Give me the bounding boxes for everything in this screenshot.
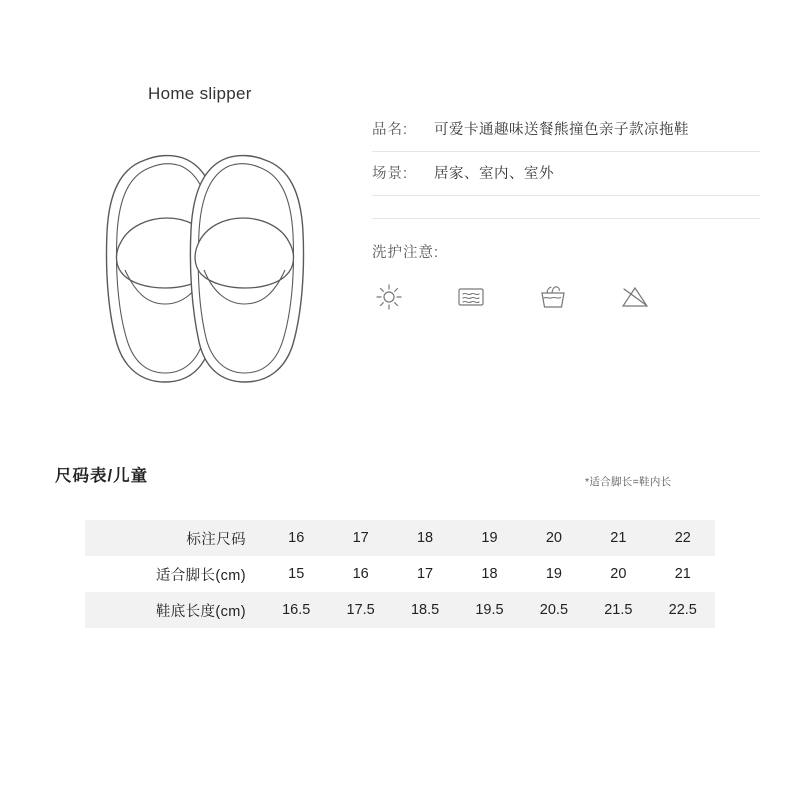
table-row bbox=[85, 556, 715, 592]
cell-marked-size-0: 16 bbox=[288, 530, 305, 546]
cell-marked-size-5: 21 bbox=[610, 530, 627, 546]
cell-foot-length-5: 20 bbox=[610, 566, 627, 582]
cell-marked-size-1: 17 bbox=[352, 530, 369, 546]
cell-foot-length-4: 19 bbox=[545, 566, 562, 582]
cell-foot-length-1: 16 bbox=[352, 566, 369, 582]
cell-marked-size-2: 18 bbox=[416, 530, 434, 546]
slipper-illustration bbox=[85, 120, 325, 400]
size-chart-table bbox=[85, 520, 715, 628]
cell-foot-length-2: 17 bbox=[416, 566, 434, 582]
no-tumble-dry-icon bbox=[454, 280, 488, 314]
cell-marked-size-6: 22 bbox=[674, 530, 691, 546]
hand-wash-icon bbox=[536, 280, 570, 314]
care-instructions-title: 洗护注意: bbox=[372, 245, 440, 261]
size-chart-title: 尺码表/儿童 bbox=[55, 467, 149, 485]
cell-marked-size-4: 20 bbox=[545, 530, 562, 546]
table-row bbox=[85, 592, 715, 628]
cell-sole-length-0: 16.5 bbox=[282, 602, 311, 618]
info-label-name: 品名: bbox=[372, 122, 409, 138]
cell-foot-length-3: 18 bbox=[481, 566, 498, 582]
info-label-scene: 场景: bbox=[372, 166, 409, 182]
cell-sole-length-3: 19.5 bbox=[475, 602, 504, 618]
row-label-marked-size: 标注尺码 bbox=[186, 531, 246, 548]
info-value-name: 可爱卡通趣味送餐熊撞色亲子款凉拖鞋 bbox=[434, 122, 689, 138]
cell-foot-length-6: 21 bbox=[674, 566, 691, 582]
size-chart-note: *适合脚长=鞋内长 bbox=[585, 476, 672, 488]
table-row bbox=[85, 520, 715, 556]
info-row-name bbox=[372, 108, 760, 152]
info-row-divider bbox=[372, 196, 760, 219]
cell-sole-length-5: 21.5 bbox=[604, 602, 633, 618]
dry-in-sun-icon bbox=[372, 280, 406, 314]
page-title: Home slipper bbox=[148, 84, 252, 103]
care-icons-row bbox=[372, 280, 760, 314]
cell-sole-length-4: 20.5 bbox=[539, 602, 569, 618]
product-info-panel bbox=[372, 108, 760, 314]
cell-foot-length-0: 15 bbox=[288, 566, 305, 582]
row-label-foot-length: 适合脚长(cm) bbox=[155, 567, 246, 584]
cell-marked-size-3: 19 bbox=[481, 530, 498, 546]
cell-sole-length-6: 22.5 bbox=[668, 602, 697, 618]
cell-sole-length-2: 18.5 bbox=[410, 602, 440, 618]
info-row-scene bbox=[372, 152, 760, 196]
row-label-sole-length: 鞋底长度(cm) bbox=[155, 603, 246, 620]
info-value-scene: 居家、室内、室外 bbox=[434, 166, 554, 182]
no-bleach-icon bbox=[618, 280, 652, 314]
cell-sole-length-1: 17.5 bbox=[346, 602, 375, 618]
